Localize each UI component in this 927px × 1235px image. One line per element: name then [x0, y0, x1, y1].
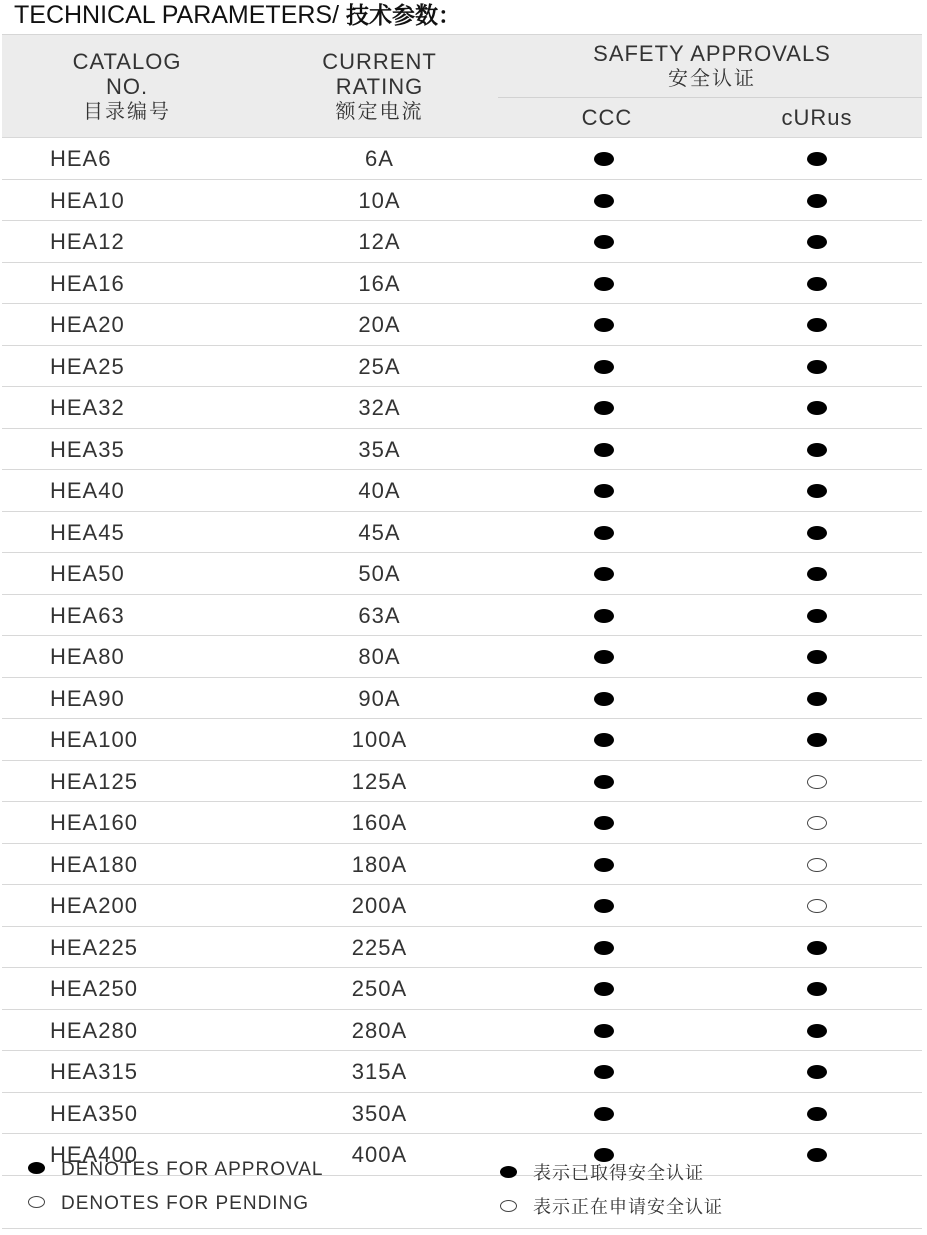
table-row	[2, 470, 922, 512]
curus-approved-dot-icon	[807, 360, 827, 374]
curus-approved-dot-icon	[807, 443, 827, 457]
catalog-no-cell: HEA200	[50, 893, 138, 918]
current-rating-cell: 400A	[351, 1142, 408, 1167]
catalog-no-cell: HEA400	[50, 1142, 138, 1167]
current-rating-cell: 280A	[351, 1017, 408, 1043]
header-divider	[498, 97, 922, 98]
filled-dot-icon	[500, 1166, 517, 1178]
current-header-cn: 额定电流	[335, 99, 424, 123]
current-rating-cell: 100A	[351, 727, 408, 752]
curus-approved-dot-icon	[807, 1065, 827, 1079]
table-row	[2, 844, 922, 886]
ccc-approved-dot-icon	[594, 858, 614, 872]
catalog-no-cell: HEA63	[50, 602, 125, 628]
ccc-approved-dot-icon	[594, 443, 614, 457]
table-header	[2, 34, 922, 137]
current-rating-cell: 20A	[358, 312, 401, 337]
curus-approved-dot-icon	[807, 277, 827, 291]
current-rating-cell: 80A	[358, 644, 401, 669]
table-row	[2, 719, 922, 761]
table-row	[2, 429, 922, 471]
current-rating-cell: 125A	[351, 768, 408, 794]
table-row	[2, 678, 922, 720]
ccc-approved-dot-icon	[594, 401, 614, 415]
ccc-approved-dot-icon	[594, 1107, 614, 1121]
catalog-header-en-2: NO.	[105, 74, 149, 99]
ccc-approved-dot-icon	[594, 609, 614, 623]
curus-pending-dot-icon	[807, 899, 827, 913]
ccc-approved-dot-icon	[594, 941, 614, 955]
curus-pending-dot-icon	[807, 858, 827, 872]
table-row	[2, 968, 922, 1010]
curus-approved-dot-icon	[807, 526, 827, 540]
curus-approved-dot-icon	[807, 194, 827, 208]
current-rating-cell: 12A	[358, 229, 401, 254]
table-row	[2, 263, 922, 305]
current-rating-cell: 225A	[351, 934, 408, 960]
page-title	[14, 0, 461, 34]
curus-approved-dot-icon	[807, 567, 827, 581]
ccc-approved-dot-icon	[594, 360, 614, 374]
current-rating-cell: 90A	[358, 685, 401, 711]
safety-approvals-header	[522, 41, 902, 91]
hollow-dot-icon	[500, 1200, 517, 1212]
table-row	[2, 802, 922, 844]
catalog-no-cell: HEA50	[50, 561, 125, 586]
catalog-no-cell: HEA10	[50, 187, 125, 213]
curus-approved-dot-icon	[807, 152, 827, 166]
catalog-no-cell: HEA35	[50, 436, 125, 462]
table-row	[2, 387, 922, 429]
legend-pending-cn	[500, 1193, 723, 1219]
catalog-no-cell: HEA16	[50, 270, 125, 296]
curus-approved-dot-icon	[807, 484, 827, 498]
catalog-no-cell: HEA100	[50, 727, 138, 752]
legend-approval-en	[28, 1159, 323, 1181]
catalog-no-cell: HEA32	[50, 395, 125, 420]
catalog-header-en-1: CATALOG	[72, 49, 182, 74]
curus-header: cURus	[781, 105, 853, 130]
catalog-no-cell: HEA315	[50, 1059, 138, 1084]
table-row	[2, 137, 922, 180]
table-row	[2, 595, 922, 637]
catalog-no-cell: HEA280	[50, 1017, 138, 1043]
curus-approved-dot-icon	[807, 1024, 827, 1038]
table-body	[2, 137, 922, 1176]
legend-pending-cn-text: 表示正在申请安全认证	[533, 1197, 723, 1218]
page-title-en: TECHNICAL PARAMETERS/	[14, 1, 346, 29]
catalog-no-cell: HEA180	[50, 851, 138, 877]
table-row	[2, 1051, 922, 1093]
catalog-no-cell: HEA6	[50, 146, 112, 171]
catalog-no-header	[42, 49, 212, 124]
current-rating-cell: 16A	[358, 270, 401, 296]
ccc-approved-dot-icon	[594, 277, 614, 291]
catalog-no-cell: HEA160	[50, 810, 138, 835]
table-row	[2, 553, 922, 595]
current-rating-cell: 45A	[358, 519, 401, 545]
current-rating-cell: 63A	[358, 602, 401, 628]
ccc-approved-dot-icon	[594, 816, 614, 830]
table-row	[2, 636, 922, 678]
ccc-approved-dot-icon	[594, 152, 614, 166]
curus-approved-dot-icon	[807, 235, 827, 249]
curus-approved-dot-icon	[807, 401, 827, 415]
curus-approved-dot-icon	[807, 692, 827, 706]
curus-approved-dot-icon	[807, 318, 827, 332]
catalog-no-cell: HEA80	[50, 644, 125, 669]
hollow-dot-icon	[28, 1196, 45, 1208]
table-row	[2, 761, 922, 803]
ccc-header: CCC	[581, 105, 633, 130]
table-row	[2, 221, 922, 263]
current-rating-cell: 40A	[358, 478, 401, 503]
legend-approval-en-text: DENOTES FOR APPROVAL	[61, 1159, 324, 1180]
current-rating-cell: 35A	[358, 436, 401, 462]
catalog-header-cn: 目录编号	[83, 99, 171, 123]
table-row	[2, 885, 922, 927]
ccc-approved-dot-icon	[594, 318, 614, 332]
ccc-approved-dot-icon	[594, 982, 614, 996]
table-row	[2, 1093, 922, 1135]
table-row	[2, 346, 922, 388]
catalog-no-cell: HEA25	[50, 353, 125, 379]
safety-header-cn: 安全认证	[668, 66, 756, 90]
legend-approval-cn	[500, 1159, 704, 1185]
legend-pending-en-text: DENOTES FOR PENDING	[61, 1193, 310, 1214]
ccc-approved-dot-icon	[594, 235, 614, 249]
ccc-approved-dot-icon	[594, 692, 614, 706]
catalog-no-cell: HEA225	[50, 934, 138, 960]
catalog-no-cell: HEA350	[50, 1100, 138, 1126]
curus-pending-dot-icon	[807, 816, 827, 830]
curus-approved-dot-icon	[807, 609, 827, 623]
safety-header-en: SAFETY APPROVALS	[593, 41, 831, 66]
current-rating-cell: 250A	[351, 976, 408, 1001]
legend-pending-en	[28, 1193, 309, 1215]
curus-approved-dot-icon	[807, 650, 827, 664]
curus-approved-dot-icon	[807, 1107, 827, 1121]
catalog-no-cell: HEA45	[50, 519, 125, 545]
catalog-no-cell: HEA90	[50, 685, 125, 711]
table-row	[2, 304, 922, 346]
parameters-table	[2, 34, 922, 1176]
current-rating-cell: 180A	[351, 851, 408, 877]
current-rating-header	[287, 49, 472, 124]
table-row	[2, 927, 922, 969]
current-rating-cell: 50A	[358, 561, 401, 586]
ccc-approved-dot-icon	[594, 484, 614, 498]
current-rating-cell: 32A	[358, 395, 401, 420]
ccc-approved-dot-icon	[594, 1024, 614, 1038]
ccc-approved-dot-icon	[594, 899, 614, 913]
filled-dot-icon	[28, 1162, 45, 1174]
catalog-no-cell: HEA250	[50, 976, 138, 1001]
current-rating-cell: 350A	[351, 1100, 408, 1126]
table-row	[2, 512, 922, 554]
current-rating-cell: 6A	[365, 146, 394, 171]
current-header-en-1: CURRENT	[322, 49, 437, 74]
curus-approved-dot-icon	[807, 941, 827, 955]
current-rating-cell: 315A	[351, 1059, 408, 1084]
catalog-no-cell: HEA20	[50, 312, 125, 337]
current-rating-cell: 160A	[351, 810, 408, 835]
legend	[2, 1152, 922, 1229]
current-rating-cell: 10A	[358, 187, 401, 213]
ccc-approved-dot-icon	[594, 1065, 614, 1079]
ccc-approved-dot-icon	[594, 194, 614, 208]
legend-approval-cn-text: 表示已取得安全认证	[533, 1163, 704, 1184]
ccc-approved-dot-icon	[594, 567, 614, 581]
ccc-approved-dot-icon	[594, 526, 614, 540]
ccc-approved-dot-icon	[594, 775, 614, 789]
ccc-approved-dot-icon	[594, 650, 614, 664]
page-title-cn: 技术参数：	[346, 3, 461, 29]
catalog-no-cell: HEA40	[50, 478, 125, 503]
catalog-no-cell: HEA125	[50, 768, 138, 794]
curus-approved-dot-icon	[807, 982, 827, 996]
current-header-en-2: RATING	[335, 74, 424, 99]
ccc-approved-dot-icon	[594, 733, 614, 747]
table-row	[2, 1010, 922, 1052]
current-rating-cell: 200A	[351, 893, 408, 918]
curus-approved-dot-icon	[807, 733, 827, 747]
catalog-no-cell: HEA12	[50, 229, 125, 254]
curus-pending-dot-icon	[807, 775, 827, 789]
current-rating-cell: 25A	[358, 353, 401, 379]
table-row	[2, 180, 922, 222]
